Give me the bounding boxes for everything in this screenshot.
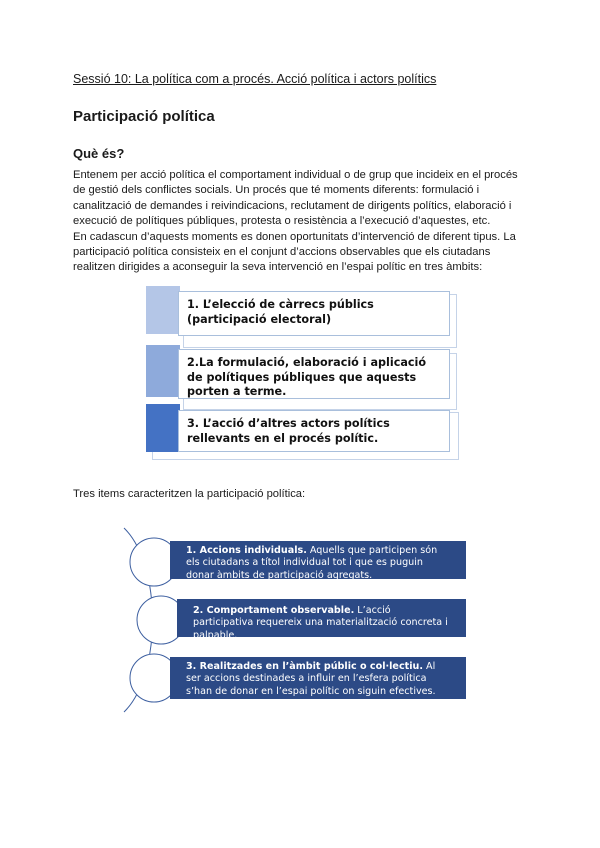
item-3-box bbox=[170, 657, 466, 699]
session-header: Sessió 10: La política com a procés. Acció política i actors polítics bbox=[73, 72, 437, 86]
intro-paragraph-2: En cadascun d’aquests moments es donen oportunitats d’intervenció de diferent tipus. La participació política consisteix en el conjunt d’accions observables que els ciutadans realitzen dirigides a aconseguir la seva intervenció en l’espai polític en tres àmbits: bbox=[73, 230, 516, 274]
area-2-bar bbox=[146, 345, 180, 397]
item-1-box bbox=[170, 541, 466, 579]
intro-paragraph-1: Entenem per acció política el comportament individual o de grup que incideix en el procés de gestió dels conflictes socials. Un procés que té moments diferents: formulació i canalització de demandes i reivindicacions, reclutament de dirigents polítics, elaboració i execució de polítiques públiques, protesta o resistència a l’execució d’aquestes, etc. bbox=[73, 169, 518, 228]
area-3-box bbox=[178, 410, 450, 452]
item-1-title: 1. Accions individuals. bbox=[186, 545, 307, 556]
area-3-bar bbox=[146, 404, 180, 452]
item-1-text: Aquells que participen són els ciutadans a títol individual tot i que es puguin donar àmbits de participació agregats. bbox=[186, 545, 438, 581]
area-1-text: 1. L’elecció de càrrecs públics (participació electoral) bbox=[187, 298, 374, 326]
item-2-title: 2. Comportament observable. bbox=[193, 605, 355, 616]
sub-title: Què és? bbox=[73, 146, 125, 161]
intro-text bbox=[73, 168, 533, 276]
items-intro: Tres items caracteritzen la participació política: bbox=[73, 488, 306, 500]
section-title: Participació política bbox=[73, 108, 215, 125]
area-2-text: 2.La formulació, elaboració i aplicació de polítiques públiques que aquests porten a terme. bbox=[187, 356, 427, 398]
area-2-box bbox=[178, 349, 450, 399]
area-3-text: 3. L’acció d’altres actors polítics rellevants en el procés polític. bbox=[187, 417, 390, 445]
area-1-box bbox=[178, 291, 450, 336]
item-2-box bbox=[177, 599, 466, 641]
item-3-text: Al ser accions destinades a influir en l’esfera política s’han de donar en l’espai polític on siguin efectives. bbox=[186, 661, 436, 697]
item-2-text: L’acció participativa requereix una materialització concreta i palpable. bbox=[193, 605, 448, 641]
item-3-title: 3. Realitzades en l’àmbit públic o col·lectiu. bbox=[186, 661, 423, 672]
area-1-bar bbox=[146, 286, 180, 334]
